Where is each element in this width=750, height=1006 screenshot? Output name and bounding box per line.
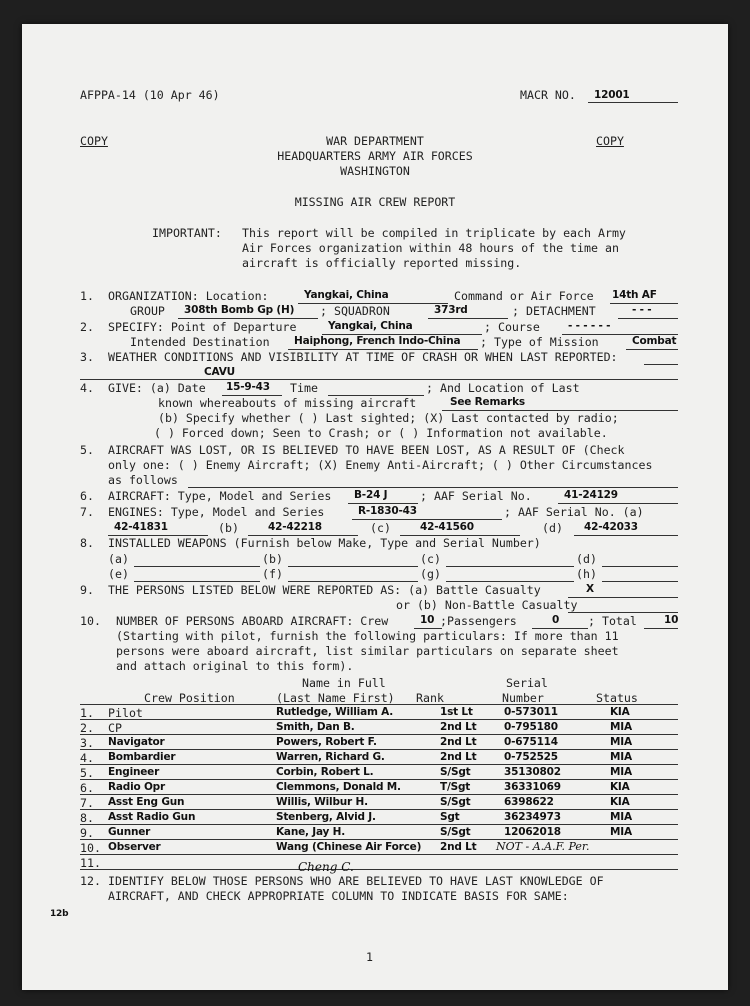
s7-num: 7. [80, 505, 94, 519]
row-serial: 6398622 [504, 796, 554, 808]
s5-num: 5. [80, 443, 94, 457]
row-rank: 2nd Lt [440, 841, 477, 853]
row-num: 6. [80, 781, 94, 795]
weapon-b-label: (b) [262, 552, 283, 566]
row-rule [80, 794, 678, 795]
macr-underline [588, 102, 678, 103]
s4-num: 4. [80, 381, 94, 395]
row-num: 5. [80, 766, 94, 780]
row-position: Asst Eng Gun [108, 796, 185, 808]
command-label: Command or Air Force [454, 289, 594, 303]
row-position: Gunner [108, 826, 151, 838]
aircraft-type-value: B-24 J [354, 489, 388, 501]
row-status: MIA [610, 826, 632, 838]
report-title: MISSING AIR CREW REPORT [294, 195, 456, 209]
weapon-b-underline [288, 566, 418, 567]
row-rule [80, 809, 678, 810]
aaf-serial-underline [558, 503, 678, 504]
row-rule [80, 719, 678, 720]
engine-d-value: 42-42033 [584, 521, 638, 533]
detachment-underline [618, 318, 678, 319]
row-serial: 0-752525 [504, 751, 558, 763]
s7-label: ENGINES: Type, Model and Series [108, 505, 325, 519]
col-serial-top: Serial [506, 676, 548, 690]
s10-line4: and attach original to this form). [116, 659, 354, 673]
row-serial: 12062018 [504, 826, 561, 838]
row-position: Bombardier [108, 751, 176, 763]
destination-label: Intended Destination [130, 335, 270, 349]
col-status: Status [596, 691, 638, 705]
row-num: 9. [80, 826, 94, 840]
s6-num: 6. [80, 489, 94, 503]
col-position: Crew Position [144, 691, 235, 705]
s1-num: 1. [80, 289, 94, 303]
row-rule [80, 749, 678, 750]
s10-num: 10. [80, 614, 101, 628]
s9-line2: or (b) Non-Battle Casualty [396, 598, 578, 612]
engine-b-value: 42-42218 [268, 521, 322, 533]
row-rule [80, 824, 678, 825]
margin-mark: 12b [50, 909, 69, 919]
s10-line2: (Starting with pilot, furnish the following particulars: If more than 11 [116, 629, 619, 643]
col-name: (Last Name First) [276, 691, 395, 705]
command-value: 14th AF [612, 289, 657, 301]
row-name: Stenberg, Alvid J. [276, 811, 376, 823]
detachment-label: ; DETACHMENT [512, 304, 596, 318]
macr-number: 12001 [594, 89, 630, 101]
total-value: 10 [664, 614, 679, 626]
s6-label: AIRCRAFT: Type, Model and Series [108, 489, 332, 503]
row-rank: 2nd Lt [440, 751, 477, 763]
whereabouts-value: See Remarks [450, 396, 525, 408]
s8-num: 8. [80, 536, 94, 550]
weapon-c-label: (c) [420, 552, 441, 566]
s12-num: 12. [80, 874, 101, 888]
weapon-g-label: (g) [420, 567, 441, 581]
row-serial: 36331069 [504, 781, 561, 793]
copy-right: COPY [596, 134, 624, 148]
row-rank: T/Sgt [440, 781, 471, 793]
s4-label: GIVE: (a) Date [108, 381, 206, 395]
row-num: 10. [80, 841, 101, 855]
date-value: 15-9-43 [226, 381, 270, 393]
dept-line1: WAR DEPARTMENT [326, 134, 424, 148]
engine-type-value: R-1830-43 [358, 505, 417, 517]
engine-type-underline [352, 519, 502, 520]
row-name: Wang (Chinese Air Force) [276, 841, 422, 853]
s5-underline [188, 487, 678, 488]
row-serial: NOT - A.A.F. Per. [496, 840, 590, 853]
weapon-h-underline [602, 581, 678, 582]
weather-underline [80, 379, 678, 380]
row-num: 7. [80, 796, 94, 810]
row-serial: 36234973 [504, 811, 561, 823]
row-serial: 0-795180 [504, 721, 558, 733]
row-position: Navigator [108, 736, 165, 748]
aircraft-type-underline [348, 503, 418, 504]
engine-c-label: (c) [370, 521, 391, 535]
row-rank: S/Sgt [440, 796, 471, 808]
row-num: 1. [80, 706, 94, 720]
aaf-serial-label: ; AAF Serial No. [420, 489, 532, 503]
handwritten-note: Cheng C. [298, 860, 354, 874]
weapon-d-underline [602, 566, 678, 567]
table-top-rule [80, 704, 678, 705]
passengers-label: ;Passengers [440, 614, 517, 628]
departure-value: Yangkai, China [328, 320, 413, 332]
row-rule [80, 764, 678, 765]
non-battle-underline [568, 612, 678, 613]
group-underline [178, 318, 318, 319]
s4-line2: known whereabouts of missing aircraft [158, 396, 417, 410]
location-value: Yangkai, China [304, 289, 389, 301]
row-serial: 0-675114 [504, 736, 558, 748]
s10-label: NUMBER OF PERSONS ABOARD AIRCRAFT: Crew [116, 614, 389, 628]
row-rank: Sgt [440, 811, 460, 823]
s3-num: 3. [80, 350, 94, 364]
squadron-label: ; SQUADRON [320, 304, 390, 318]
passengers-value: 0 [552, 614, 560, 626]
col-serial: Number [502, 691, 544, 705]
s5-line1: AIRCRAFT WAS LOST, OR IS BELIEVED TO HAVE BEEN LOST, AS A RESULT OF (Check [108, 443, 625, 457]
row-serial: 35130802 [504, 766, 561, 778]
engine-serial-label: ; AAF Serial No. (a) [504, 505, 644, 519]
col-name-top: Name in Full [302, 676, 386, 690]
row-status: MIA [610, 736, 632, 748]
engine-d-label: (d) [542, 521, 563, 535]
row-position: Observer [108, 841, 161, 853]
engine-b-label: (b) [218, 521, 239, 535]
macr-label: MACR NO. [520, 88, 576, 102]
page-number: 1 [366, 950, 373, 964]
course-label: ; Course [484, 320, 540, 334]
s12-line2: AIRCRAFT, AND CHECK APPROPRIATE COLUMN TO INDICATE BASIS FOR SAME: [108, 889, 569, 903]
row-status: MIA [610, 751, 632, 763]
time-label: Time [290, 381, 318, 395]
form-id: AFPPA-14 (10 Apr 46) [80, 88, 220, 102]
s4-line4: ( ) Forced down; Seen to Crash; or ( ) Information not available. [154, 426, 608, 440]
form-page [22, 24, 728, 990]
weapon-d-label: (d) [576, 552, 597, 566]
destination-value: Haiphong, French Indo-China [294, 335, 461, 347]
row-name: Willis, Wilbur H. [276, 796, 368, 808]
row-position: Pilot [108, 706, 143, 720]
row-name: Warren, Richard G. [276, 751, 385, 763]
row-num: 8. [80, 811, 94, 825]
mission-value: Combat [632, 335, 677, 347]
row-rank: 1st Lt [440, 706, 473, 718]
row-name: Smith, Dan B. [276, 721, 355, 733]
row-name: Powers, Robert F. [276, 736, 377, 748]
important-label: IMPORTANT: [152, 226, 222, 240]
squadron-underline [428, 318, 508, 319]
mission-label: ; Type of Mission [480, 335, 599, 349]
row-position: Asst Radio Gun [108, 811, 196, 823]
weapon-c-underline [446, 566, 574, 567]
aaf-serial-value: 41-24129 [564, 489, 618, 501]
row-rank: S/Sgt [440, 826, 471, 838]
mission-underline [626, 349, 678, 350]
s2-label: SPECIFY: Point of Departure [108, 320, 297, 334]
row-position: Engineer [108, 766, 160, 778]
s5-line3: as follows [108, 473, 178, 487]
row-name: Rutledge, William A. [276, 706, 394, 718]
weapon-a-underline [134, 566, 260, 567]
s2-num: 2. [80, 320, 94, 334]
row-rule [80, 869, 678, 870]
s10-line3: persons were aboard aircraft, list similar particulars on separate sheet [116, 644, 619, 658]
important-line1: This report will be compiled in triplicate by each Army [242, 226, 626, 240]
row-status: MIA [610, 766, 632, 778]
row-num: 2. [80, 721, 94, 735]
weapon-f-label: (f) [262, 567, 283, 581]
row-name: Corbin, Robert L. [276, 766, 374, 778]
row-status: KIA [610, 796, 630, 808]
total-underline [644, 628, 678, 629]
important-line3: aircraft is officially reported missing. [242, 256, 522, 270]
row-rule [80, 854, 678, 855]
s9-label: THE PERSONS LISTED BELOW WERE REPORTED AS: (a) Battle Casualty [108, 583, 541, 597]
s4-line3: (b) Specify whether ( ) Last sighted; (X) Last contacted by radio; [158, 411, 619, 425]
row-position: CP [108, 721, 122, 735]
course-value: - - - - - - [568, 320, 611, 332]
row-name: Kane, Jay H. [276, 826, 346, 838]
row-num: 4. [80, 751, 94, 765]
s8-label: INSTALLED WEAPONS (Furnish below Make, Type and Serial Number) [108, 536, 541, 550]
dept-line3: WASHINGTON [340, 164, 410, 178]
squadron-value: 373rd [434, 304, 468, 316]
row-num: 11. [80, 856, 101, 870]
engine-c-value: 42-41560 [420, 521, 474, 533]
weather-value: CAVU [204, 366, 235, 378]
row-rank: 2nd Lt [440, 721, 477, 733]
row-rank: 2nd Lt [440, 736, 477, 748]
weapon-f-underline [288, 581, 418, 582]
weapon-e-underline [134, 581, 260, 582]
group-value: 308th Bomb Gp (H) [184, 304, 295, 316]
row-status: MIA [610, 721, 632, 733]
weapon-g-underline [446, 581, 574, 582]
location-last-label: ; And Location of Last [426, 381, 580, 395]
row-status: KIA [610, 781, 630, 793]
detachment-value: - - - [632, 304, 652, 316]
s3-label: WEATHER CONDITIONS AND VISIBILITY AT TIME OF CRASH OR WHEN LAST REPORTED: [108, 350, 618, 364]
engine-a-value: 42-41831 [114, 521, 168, 533]
copy-left: COPY [80, 134, 108, 148]
weapon-e-label: (e) [108, 567, 129, 581]
total-label: ; Total [588, 614, 637, 628]
s5-line2: only one: ( ) Enemy Aircraft; (X) Enemy Anti-Aircraft; ( ) Other Circumstances [108, 458, 653, 472]
row-position: Radio Opr [108, 781, 165, 793]
dept-line2: HEADQUARTERS ARMY AIR FORCES [277, 149, 473, 163]
crew-value: 10 [420, 614, 435, 626]
row-rank: S/Sgt [440, 766, 471, 778]
row-rule [80, 734, 678, 735]
battle-casualty-value: X [586, 583, 594, 595]
s12-line1: IDENTIFY BELOW THOSE PERSONS WHO ARE BELIEVED TO HAVE LAST KNOWLEDGE OF [108, 874, 604, 888]
important-line2: Air Forces organization within 48 hours of the time an [242, 241, 619, 255]
row-status: KIA [610, 706, 630, 718]
engine-d-underline [574, 535, 678, 536]
row-rule [80, 779, 678, 780]
row-num: 3. [80, 736, 94, 750]
weapon-h-label: (h) [576, 567, 597, 581]
s1-label: ORGANIZATION: Location: [108, 289, 269, 303]
weapon-a-label: (a) [108, 552, 129, 566]
col-rank: Rank [416, 691, 444, 705]
battle-casualty-underline [568, 597, 678, 598]
row-serial: 0-573011 [504, 706, 558, 718]
group-label: GROUP [130, 304, 165, 318]
row-status: MIA [610, 811, 632, 823]
s3-underline [644, 364, 678, 365]
s9-num: 9. [80, 583, 94, 597]
row-name: Clemmons, Donald M. [276, 781, 401, 793]
